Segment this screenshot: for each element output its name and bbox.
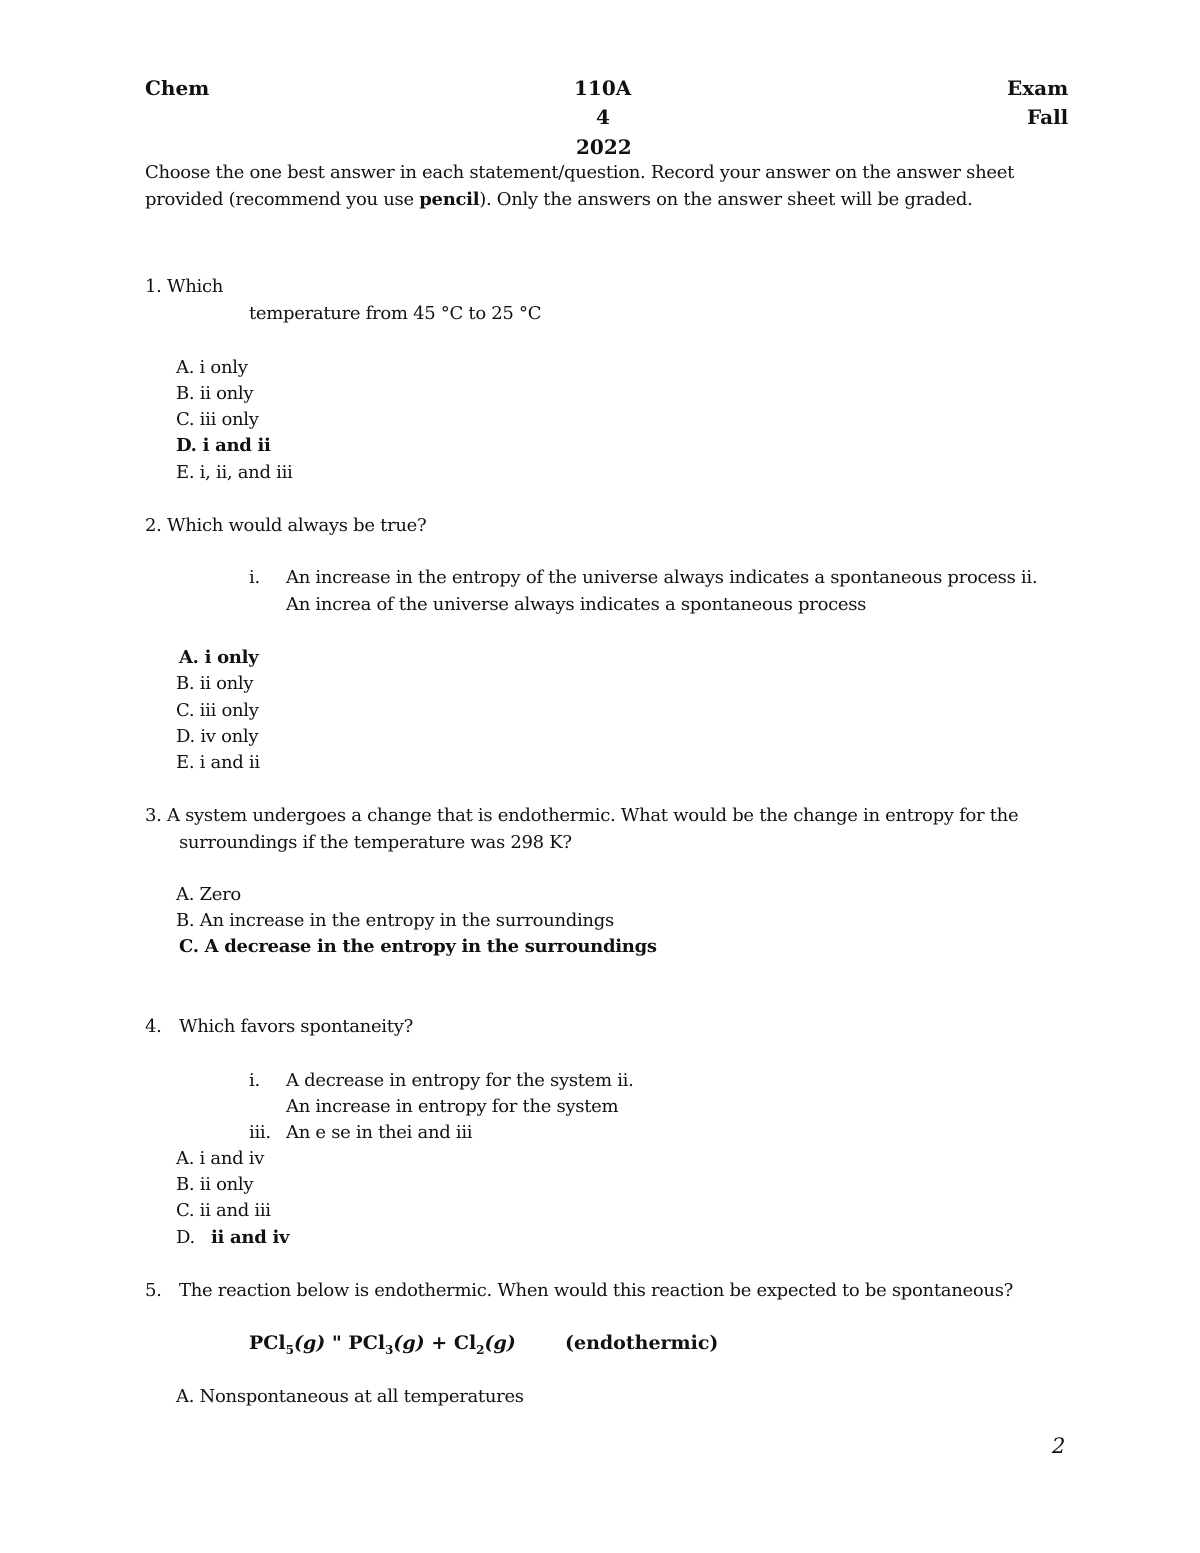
eq-gas-1: (g) <box>294 1332 326 1354</box>
header-exam-number: 4 <box>596 105 610 129</box>
eq-sub-3: 3 <box>385 1342 394 1357</box>
q4-option-a: A. i and iv <box>176 1148 265 1169</box>
header-exam: Exam <box>1007 76 1069 100</box>
q5-option-a: A. Nonspontaneous at all temperatures <box>176 1386 524 1407</box>
intro-line-2 <box>145 189 973 210</box>
q2-option-d: D. iv only <box>176 726 259 747</box>
q2-item-i-line2: An increa of the universe always indicates a spontaneous process <box>286 594 867 615</box>
q1-option-d: D. i and ii <box>176 435 271 456</box>
q1-option-a: A. i only <box>176 357 248 378</box>
q1-sub: temperature from 45 °C to 25 °C <box>249 303 542 324</box>
q5-stem: The reaction below is endothermic. When would this reaction be expected to be spontaneous? <box>179 1280 1013 1301</box>
q4-stem: Which favors spontaneity? <box>179 1016 413 1037</box>
header-course-number: 110A <box>574 76 632 100</box>
q2-option-a: A. i only <box>179 647 259 668</box>
q1-option-b: B. ii only <box>176 383 254 404</box>
q4-option-d-label: D. <box>176 1227 195 1248</box>
q4-item-iii-text: An e se in thei and iii <box>286 1122 473 1143</box>
eq-gas-3: (g) <box>484 1332 516 1354</box>
q3-stem-line1: 3. A system undergoes a change that is endothermic. What would be the change in entropy for the <box>145 805 1019 826</box>
intro-text-end: ). Only the answers on the answer sheet will be graded. <box>479 189 973 210</box>
header-course: Chem <box>145 76 210 100</box>
header-year: 2022 <box>576 135 632 159</box>
q2-item-i-label: i. <box>249 567 260 588</box>
q2-option-e: E. i and ii <box>176 752 260 773</box>
intro-line-1: Choose the one best answer in each statement/question. Record your answer on the answer sheet <box>145 162 1014 183</box>
q5-number: 5. <box>145 1280 162 1301</box>
q5-endothermic-note: (endothermic) <box>565 1332 719 1354</box>
intro-bold-pencil: pencil <box>419 189 480 210</box>
q4-option-c: C. ii and iii <box>176 1200 271 1221</box>
q4-option-b: B. ii only <box>176 1174 254 1195</box>
q4-option-d-text: ii and iv <box>211 1227 290 1248</box>
q3-option-a: A. Zero <box>176 884 241 905</box>
page-number: 2 <box>1052 1434 1066 1458</box>
eq-arrow: " <box>325 1332 349 1354</box>
eq-pcl3: PCl <box>348 1332 386 1354</box>
intro-text: provided (recommend you use <box>145 189 420 210</box>
q4-number: 4. <box>145 1016 162 1037</box>
q3-option-b: B. An increase in the entropy in the surroundings <box>176 910 614 931</box>
q2-option-c: C. iii only <box>176 700 259 721</box>
q2-stem: 2. Which would always be true? <box>145 515 427 536</box>
eq-gas-2: (g) <box>393 1332 425 1354</box>
eq-sub-5: 5 <box>285 1342 294 1357</box>
eq-plus-cl2: + Cl <box>424 1332 477 1354</box>
q4-item-i-line2: An increase in entropy for the system <box>286 1096 619 1117</box>
q2-option-b: B. ii only <box>176 673 254 694</box>
header-term: Fall <box>1027 105 1069 129</box>
q3-stem-line2: surroundings if the temperature was 298 K? <box>179 832 572 853</box>
q3-option-c: C. A decrease in the entropy in the surroundings <box>179 936 657 957</box>
q5-reaction-equation <box>249 1332 516 1357</box>
q1-option-c: C. iii only <box>176 409 259 430</box>
q4-item-i-label: i. <box>249 1070 260 1091</box>
q4-item-iii-label: iii. <box>249 1122 271 1143</box>
eq-sub-2: 2 <box>476 1342 485 1357</box>
q1-option-e: E. i, ii, and iii <box>176 462 293 483</box>
q2-item-i-line1: An increase in the entropy of the universe always indicates a spontaneous process ii. <box>286 567 1038 588</box>
q1-stem: 1. Which <box>145 276 224 297</box>
eq-pcl5: PCl <box>249 1332 286 1354</box>
q4-item-i-line1: A decrease in entropy for the system ii. <box>286 1070 634 1091</box>
